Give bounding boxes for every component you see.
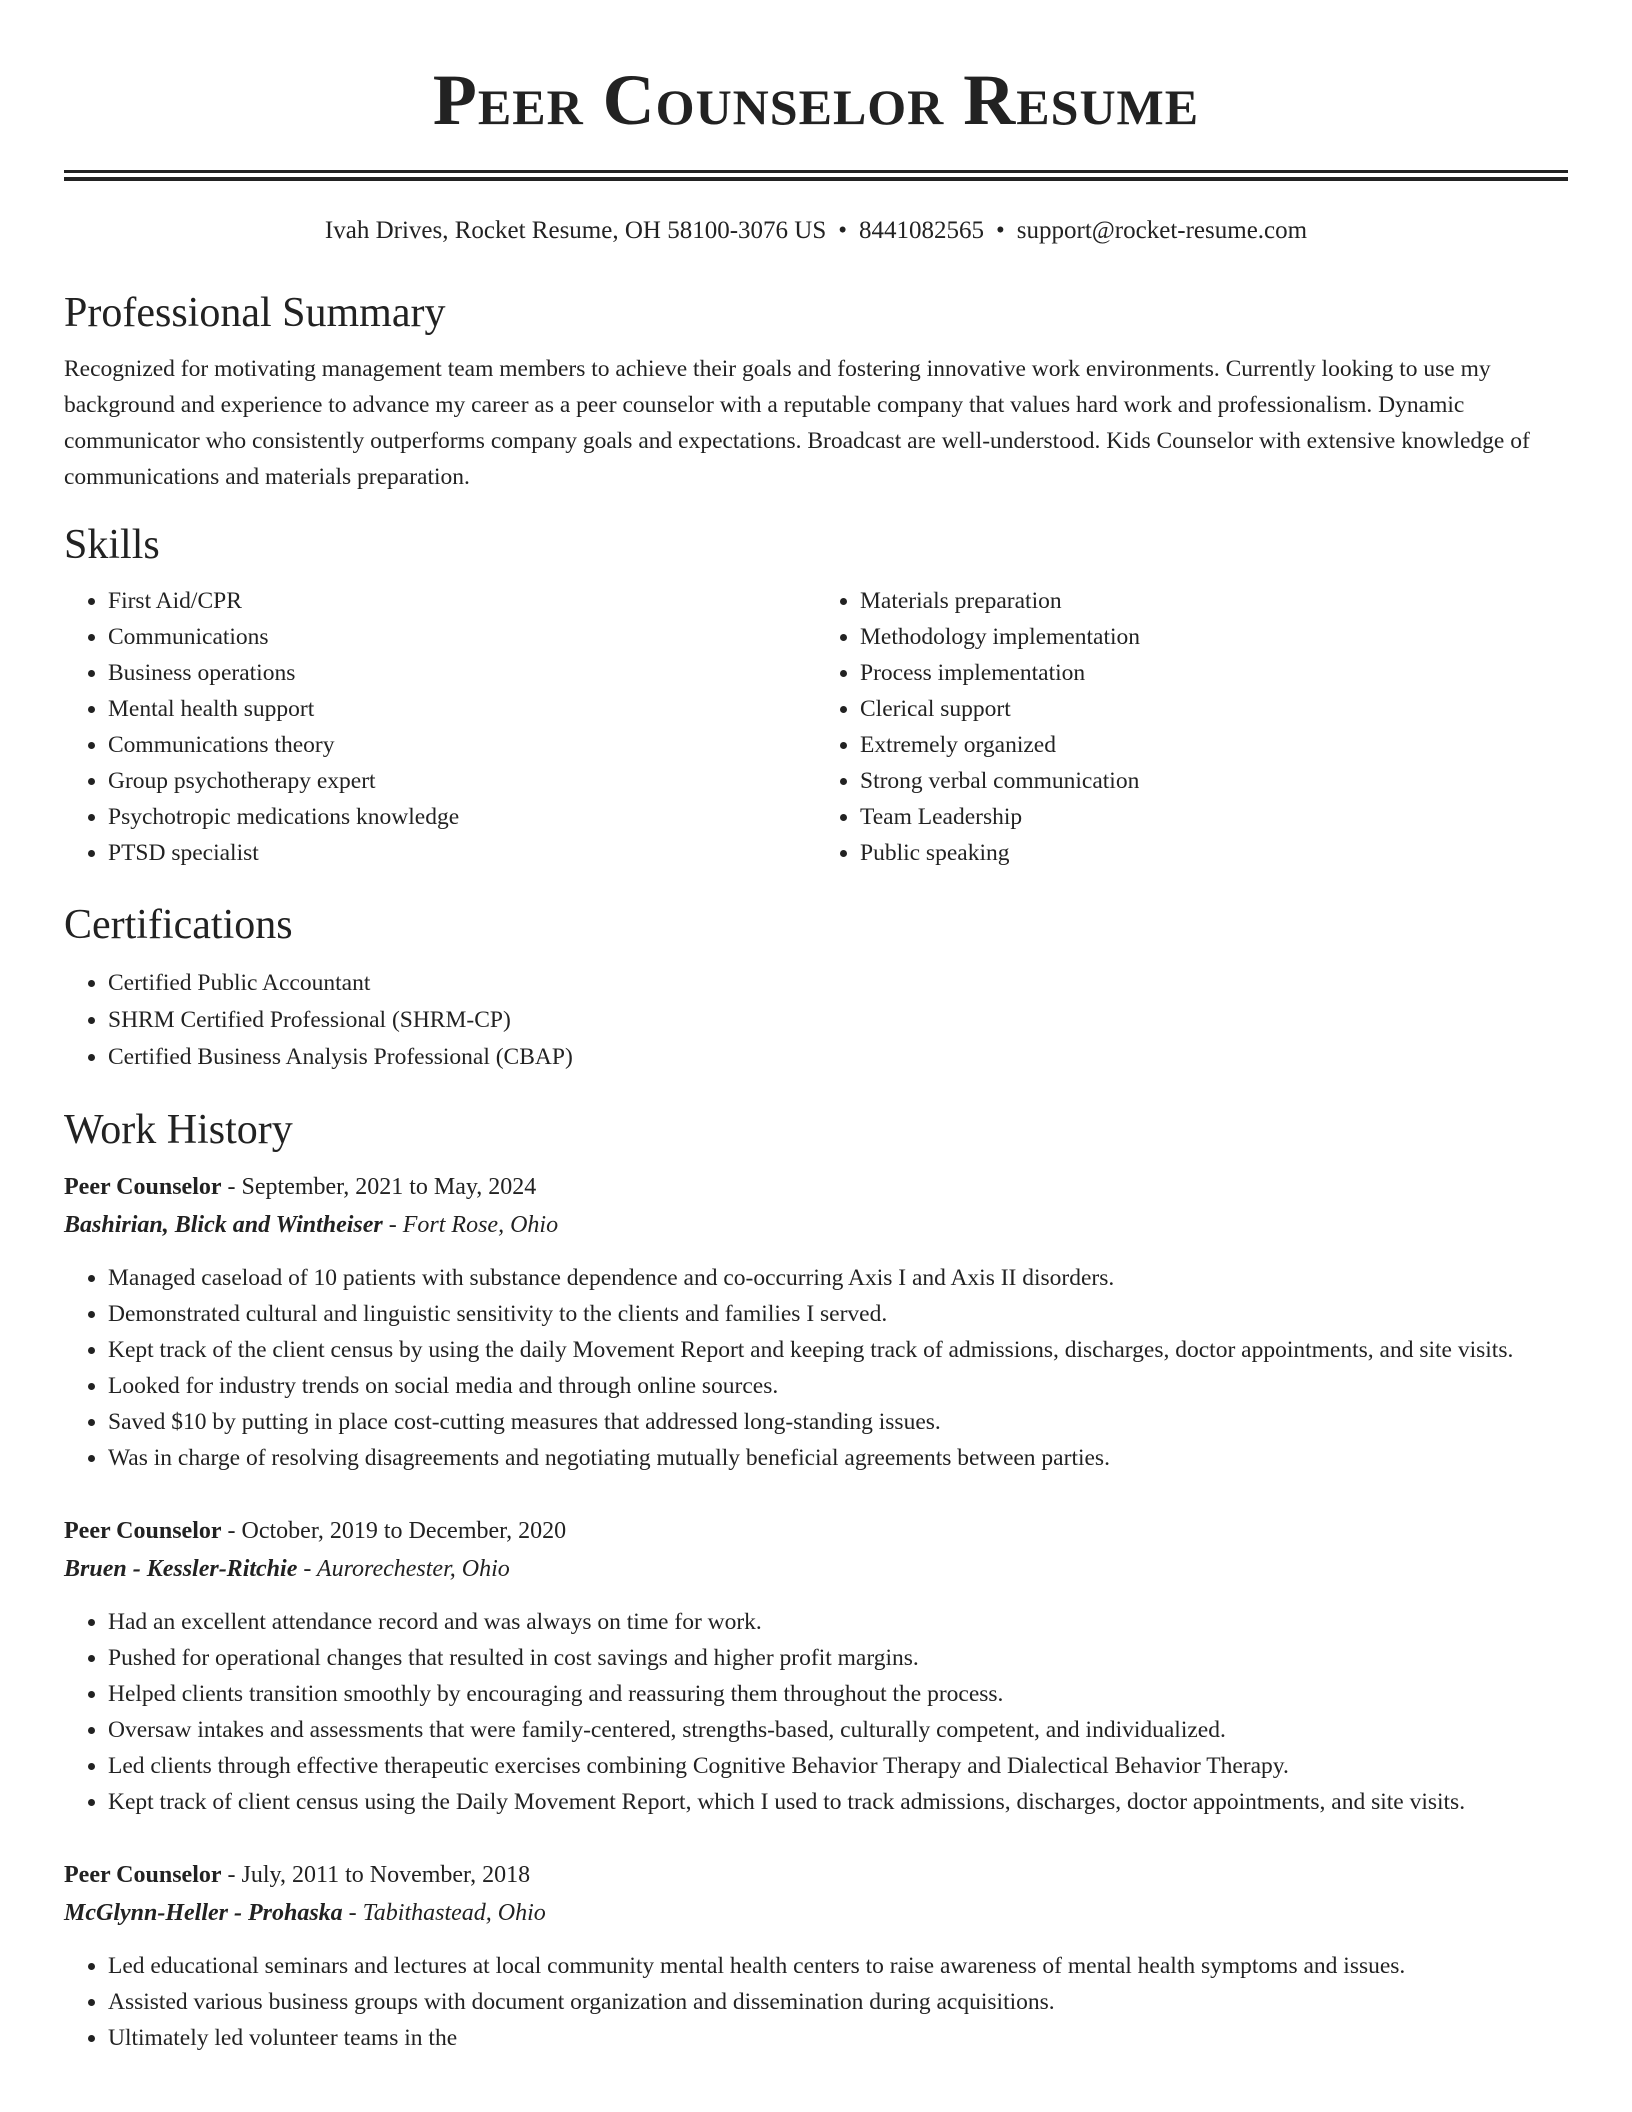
certification-item: • Certified Public Accountant <box>108 965 1568 1002</box>
skill-item: • First Aid/CPR <box>108 583 816 619</box>
job-title-line <box>64 1512 1568 1550</box>
skill-item: • Methodology implementation <box>860 619 1568 655</box>
skills-heading: Skills <box>64 522 160 568</box>
skill-item: • Strong verbal communication <box>860 763 1568 799</box>
job-duty-item: • Led clients through effective therapeutic exercises combining Cognitive Behavior Therapy and Dialectical Behavior Therapy. <box>108 1748 1568 1784</box>
job-entry <box>64 1856 1568 2056</box>
skills-columns <box>64 583 1568 871</box>
skill-item: • Clerical support <box>860 691 1568 727</box>
skill-item: • Extremely organized <box>860 727 1568 763</box>
job-entry <box>64 1168 1568 1476</box>
job-duty-item: • Ultimately led volunteer teams in the <box>108 2020 1568 2056</box>
job-duty-item: • Managed caseload of 10 patients with substance dependence and co-occurring Axis I and Axis II disorders. <box>108 1260 1568 1296</box>
job-location: - Fort Rose, Ohio <box>382 1212 559 1238</box>
job-company: McGlynn-Heller - Prohaska <box>64 1900 343 1926</box>
job-duty-item: • Had an excellent attendance record and was always on time for work. <box>108 1604 1568 1640</box>
job-duty-item: • Helped clients transition smoothly by encouraging and reassuring them throughout the process. <box>108 1676 1568 1712</box>
job-title: Peer Counselor <box>64 1174 222 1200</box>
work-history-heading: Work History <box>64 1107 293 1153</box>
job-title-line <box>64 1168 1568 1206</box>
job-company-line <box>64 1206 1568 1244</box>
contact-line <box>64 215 1568 247</box>
contact-email: support@rocket-resume.com <box>1016 217 1308 244</box>
job-title: Peer Counselor <box>64 1862 222 1888</box>
certification-item: • Certified Business Analysis Professional (CBAP) <box>108 1039 1568 1076</box>
job-entry <box>64 1512 1568 1820</box>
skill-item: • Communications theory <box>108 727 816 763</box>
job-company-line <box>64 1894 1568 1932</box>
skill-item: • Communications <box>108 619 816 655</box>
skill-item: • Mental health support <box>108 691 816 727</box>
job-duty-item: • Assisted various business groups with document organization and dissemination during acquisitions. <box>108 1984 1568 2020</box>
job-duty-item: • Led educational seminars and lectures at local community mental health centers to raise awareness of mental health symptoms and issues. <box>108 1948 1568 1984</box>
job-company: Bashirian, Blick and Wintheiser <box>64 1212 383 1238</box>
job-duty-item: • Was in charge of resolving disagreements and negotiating mutually beneficial agreements between parties. <box>108 1440 1568 1476</box>
skill-item: • Materials preparation <box>860 583 1568 619</box>
skill-item: • Group psychotherapy expert <box>108 763 816 799</box>
job-dates: - October, 2019 to December, 2020 <box>221 1518 567 1544</box>
contact-address: Ivah Drives, Rocket Resume, OH 58100-3076 US <box>324 217 827 244</box>
skills-list-left <box>64 583 816 871</box>
job-company: Bruen - Kessler-Ritchie <box>64 1556 298 1582</box>
skills-list-right <box>816 583 1568 871</box>
job-duty-item: • Kept track of client census using the Daily Movement Report, which I used to track admissions, discharges, doctor appointments, and site visits. <box>108 1784 1568 1820</box>
title-double-rule <box>64 170 1568 181</box>
certifications-list <box>64 965 1568 1076</box>
job-dates: - July, 2011 to November, 2018 <box>221 1862 531 1888</box>
job-duty-item: • Saved $10 by putting in place cost-cutting measures that addressed long-standing issues. <box>108 1404 1568 1440</box>
summary-heading: Professional Summary <box>64 290 446 336</box>
job-duty-item: • Demonstrated cultural and linguistic sensitivity to the clients and families I served. <box>108 1296 1568 1332</box>
job-title: Peer Counselor <box>64 1518 222 1544</box>
job-duty-item: • Kept track of the client census by using the daily Movement Report and keeping track of admissions, discharges, doctor appointments, and site visits. <box>108 1332 1568 1368</box>
contact-phone: 8441082565 <box>859 217 985 244</box>
job-duty-item: • Pushed for operational changes that resulted in cost savings and higher profit margins. <box>108 1640 1568 1676</box>
skill-item: • Psychotropic medications knowledge <box>108 799 816 835</box>
job-company-line <box>64 1550 1568 1588</box>
contact-separator: • <box>996 217 1005 244</box>
job-duty-item: • Oversaw intakes and assessments that were family-centered, strengths-based, culturally competent, and individualized. <box>108 1712 1568 1748</box>
job-title-line <box>64 1856 1568 1894</box>
contact-separator: • <box>838 217 848 244</box>
certification-item: • SHRM Certified Professional (SHRM-CP) <box>108 1002 1568 1039</box>
job-duties-list <box>64 1604 1568 1820</box>
job-duties-list <box>64 1260 1568 1476</box>
skill-item: • Team Leadership <box>860 799 1568 835</box>
job-dates: - September, 2021 to May, 2024 <box>221 1174 537 1200</box>
skill-item: • Public speaking <box>860 835 1568 871</box>
job-duty-item: • Looked for industry trends on social media and through online sources. <box>108 1368 1568 1404</box>
skill-item: • Process implementation <box>860 655 1568 691</box>
job-location: - Aurorechester, Ohio <box>297 1556 510 1582</box>
job-duties-list <box>64 1948 1568 2056</box>
certifications-heading: Certifications <box>64 902 293 948</box>
skill-item: • Business operations <box>108 655 816 691</box>
skill-item: • PTSD specialist <box>108 835 816 871</box>
job-location: - Tabithastead, Ohio <box>342 1900 546 1926</box>
summary-text: Recognized for motivating management team members to achieve their goals and fostering innovative work environments. Currently looking to use my background and experience to advance my career as a peer counselor with a reputable company that values hard work and professionalism. Dynamic communicator who consistently outperforms company goals and expectations. Broadcast are well-understood. Kids Counselor with extensive knowledge of communications and materials preparation. <box>64 356 1530 490</box>
resume-title: Peer Counselor Resume <box>432 60 1200 140</box>
